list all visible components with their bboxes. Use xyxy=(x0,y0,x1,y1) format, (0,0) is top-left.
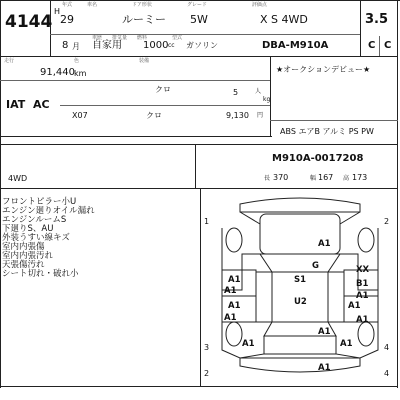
mid-divider xyxy=(0,144,398,145)
dim-length: 370 xyxy=(273,173,289,182)
month-unit: 月 xyxy=(72,42,80,51)
chassis-number: M910A-0017208 xyxy=(272,153,364,164)
equipment-list: ABS エアB アルミ PS PW xyxy=(280,127,374,136)
rear-bumper xyxy=(240,358,360,372)
usage: 自家用 xyxy=(92,40,122,51)
dim-width: 167 xyxy=(318,173,334,182)
capacity-unit-kg: kg xyxy=(263,96,271,103)
windshield xyxy=(260,254,340,272)
dim-width-label: 幅 xyxy=(310,175,317,182)
damage-mark: U2 xyxy=(294,297,307,307)
grade: X S 4WD xyxy=(260,13,308,26)
mileage-unit: km xyxy=(74,69,87,78)
fuel: ガソリン xyxy=(186,41,218,50)
capacity-unit: 人 xyxy=(255,88,262,95)
row4-divider xyxy=(60,105,270,106)
rear-right-wheel xyxy=(358,322,374,346)
damage-mark: A1 xyxy=(348,301,361,311)
side-label: 4 xyxy=(384,369,390,378)
damage-note: 下廻りS、AU xyxy=(2,224,54,234)
damage-mark: A1 xyxy=(356,291,369,301)
damage-note: 外装うすい線キズ xyxy=(2,233,70,243)
damage-mark: A1 xyxy=(318,327,331,337)
lot-number: 4144 xyxy=(5,12,53,32)
aircon: AC xyxy=(33,98,50,111)
door-type: 5W xyxy=(190,13,208,26)
left-block-right xyxy=(270,56,271,136)
month: 8 xyxy=(62,40,69,51)
row3-divider xyxy=(0,80,270,81)
mileage: 91,440 xyxy=(40,67,75,78)
left-block-bottom xyxy=(0,136,272,137)
interior-score: C xyxy=(368,40,376,51)
damage-note: シート切れ・破れ小 xyxy=(2,269,79,279)
front-right-wheel xyxy=(358,228,374,252)
recycle-fee: 9,130 xyxy=(226,111,249,120)
auction-score: 3.5 xyxy=(365,12,389,27)
bottom-line xyxy=(0,386,398,387)
damage-mark: A1 xyxy=(228,275,241,285)
damage-mark: A1 xyxy=(224,313,237,323)
side-label: 1 xyxy=(204,217,210,226)
body-color: クロ xyxy=(155,85,171,94)
dim-length-label: 長 xyxy=(264,175,271,182)
model-name: ルーミー xyxy=(122,13,166,26)
front-left-wheel xyxy=(226,228,242,252)
score-box-left xyxy=(360,0,361,56)
damage-mark: A1 xyxy=(356,315,369,325)
year-era: H xyxy=(54,7,61,16)
exterior-score: C xyxy=(384,40,392,51)
dim-height-label: 高 xyxy=(343,175,350,182)
damage-note: 天張傷汚れ xyxy=(2,260,45,270)
damage-mark: A1 xyxy=(340,339,353,349)
damage-note: 室内内張汚れ xyxy=(2,251,54,261)
displacement-unit: cc xyxy=(168,42,175,49)
damage-mark: A1 xyxy=(318,239,331,249)
damage-mark: S1 xyxy=(294,275,307,285)
transmission: IAT xyxy=(6,98,26,111)
side-label: 3 xyxy=(204,343,210,352)
damage-note: エンジン廻りオイル漏れ xyxy=(2,206,95,216)
sales-point: ★オークションデビュー★ xyxy=(276,65,371,74)
equip-divider xyxy=(270,120,398,121)
dim-height: 173 xyxy=(352,173,368,182)
capacity: 5 xyxy=(233,88,239,97)
damage-mark: A1 xyxy=(228,301,241,311)
damage-note: 室内内張傷 xyxy=(2,242,45,252)
model-code: DBA-M910A xyxy=(262,40,329,51)
special-right xyxy=(195,144,196,188)
frame-left xyxy=(0,0,1,388)
side-label: 4 xyxy=(384,343,390,352)
damage-mark: B1 xyxy=(356,279,369,289)
interior-color: クロ xyxy=(146,111,162,120)
header-labels-row2: 車歴 排気量 燃料 型式 xyxy=(92,35,183,41)
score-split xyxy=(379,36,380,56)
damage-mark: A1 xyxy=(224,286,237,296)
damage-note: フロントピラー小U xyxy=(2,197,77,207)
damage-mark: A1 xyxy=(242,339,255,349)
displacement: 1000 xyxy=(143,40,169,51)
color-code: X07 xyxy=(72,111,88,120)
header-labels-row1: 年式 車名 ドア形状 グレード 評価点 xyxy=(62,2,267,8)
damage-mark: G xyxy=(312,261,319,271)
model-year: 29 xyxy=(60,13,74,26)
special-note: 4WD xyxy=(8,174,28,183)
rear-left-wheel xyxy=(226,322,242,346)
tailgate xyxy=(264,336,336,354)
damage-note: エンジンルームS xyxy=(2,215,67,225)
front-bumper xyxy=(240,198,360,212)
side-label: 2 xyxy=(204,369,210,378)
side-label: 2 xyxy=(384,217,390,226)
header-labels-row3: 走行 色 装備 xyxy=(4,58,150,64)
recycle-unit: 円 xyxy=(257,112,264,119)
damage-diagram xyxy=(200,190,400,386)
damage-mark: A1 xyxy=(318,363,331,373)
lower-divider xyxy=(0,188,398,189)
damage-mark: XX xyxy=(356,265,370,275)
